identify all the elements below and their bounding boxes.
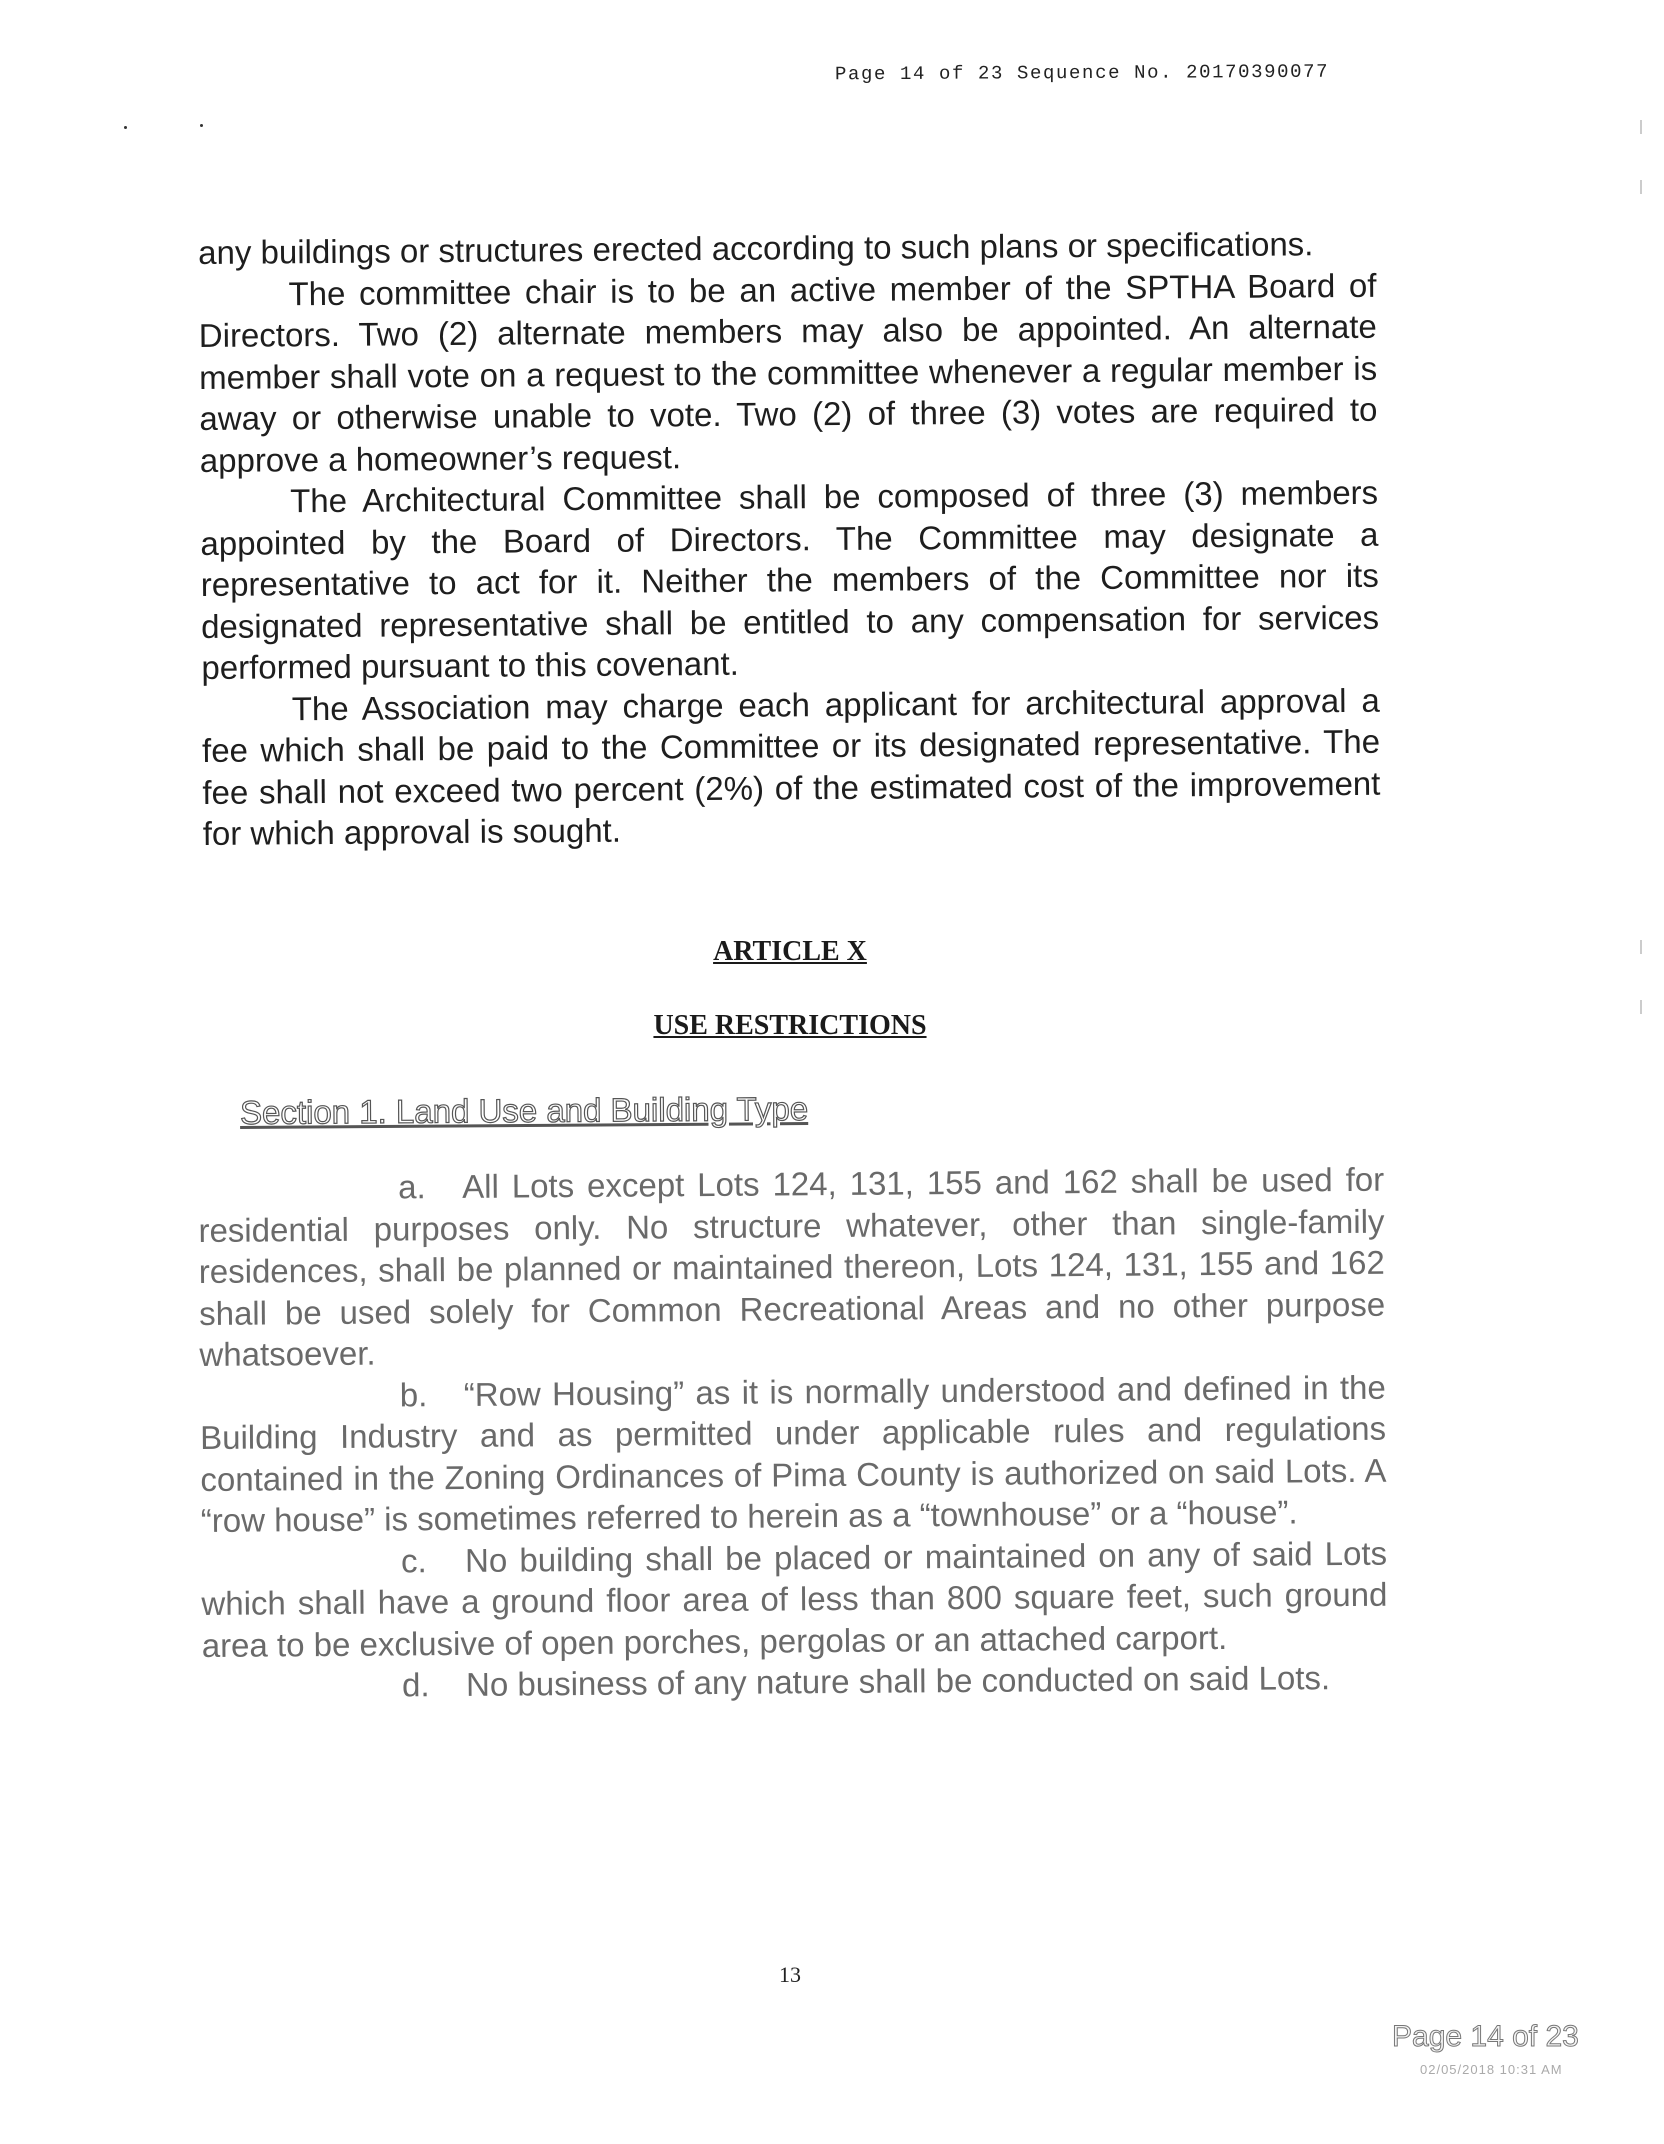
- paragraph-continuation: any buildings or structures erected according to such plans or specifications.: [198, 225, 1314, 271]
- scan-edge-mark: [1640, 120, 1642, 134]
- paragraph-committee-chair: The committee chair is to be an active member of the SPTHA Board of Directors. Two (2) alternate members may also be appointed. An alternate member shall vote on a request to the committee whenever a regular member is away or otherwise unable to vote. Two (2) of three (3) votes are required to approve a homeowner’s request.: [198, 266, 1378, 479]
- item-text: No building shall be placed or maintained on any of said Lots which shall have a ground floor area of less than 800 square feet, such ground area to be exclusive of open porches, pergolas or an attached carport.: [201, 1534, 1388, 1664]
- scan-edge-mark: [1640, 180, 1642, 194]
- section-items: [198, 1159, 1388, 1708]
- item-letter: c.: [400, 1541, 427, 1579]
- scan-speck: [124, 126, 127, 129]
- item-letter: b.: [399, 1375, 428, 1413]
- paragraph-approval-fee: The Association may charge each applicant for architectural approval a fee which shall be paid to the Committee or its designated representative. The fee shall not exceed two percent (2%) of the estimated cost of the improvement for which approval is sought.: [201, 681, 1381, 852]
- list-item: [200, 1366, 1387, 1541]
- scan-edge-mark: [1640, 1000, 1642, 1014]
- item-text: All Lots except Lots 124, 131, 155 and 162 shall be used for residential purposes only. No structure whatever, other than single-family residences, shall be planned or maintained thereon, Lots 124, 131, 155 and 162 shall be used solely for Common Recreational Areas and no other purpose whatsoever.: [198, 1160, 1386, 1373]
- item-letter: a.: [398, 1168, 426, 1206]
- scan-speck: [200, 124, 203, 127]
- sequence-header: Page 14 of 23 Sequence No. 20170390077: [834, 60, 1330, 86]
- section-title: Section 1. Land Use and Building Type: [239, 1090, 809, 1131]
- list-item: [198, 1159, 1386, 1376]
- list-item: [201, 1532, 1388, 1666]
- body-text: [198, 223, 1381, 855]
- item-text: No business of any nature shall be conducted on said Lots.: [465, 1659, 1331, 1703]
- scan-edge-mark: [1640, 940, 1642, 954]
- article-title: USE RESTRICTIONS: [653, 1010, 927, 1041]
- item-text: “Row Housing” as it is normally understood and defined in the Building Industry and as permitted under applicable rules and regulations contained in the Zoning Ordinances of Pima County is authorized on said Lots. A “row house” is sometimes referred to herein as a “townhouse” or a “house”.: [199, 1368, 1387, 1539]
- page-number: 13: [779, 1962, 801, 1987]
- list-item: [202, 1657, 1388, 1708]
- paragraph-committee-composition: The Architectural Committee shall be composed of three (3) members appointed by the Board of Directors. The Committee may designate a representative to act for it. Neither the members of the Committee nor its designated representative shall be entitled to any compensation for services performed pursuant to this covenant.: [200, 473, 1380, 686]
- item-letter: d.: [401, 1666, 430, 1704]
- recorder-date-stamp: 02/05/2018 10:31 AM: [1420, 2062, 1563, 2077]
- recorder-page-stamp: Page 14 of 23: [1392, 2020, 1579, 2053]
- article-number: ARTICLE X: [713, 936, 867, 967]
